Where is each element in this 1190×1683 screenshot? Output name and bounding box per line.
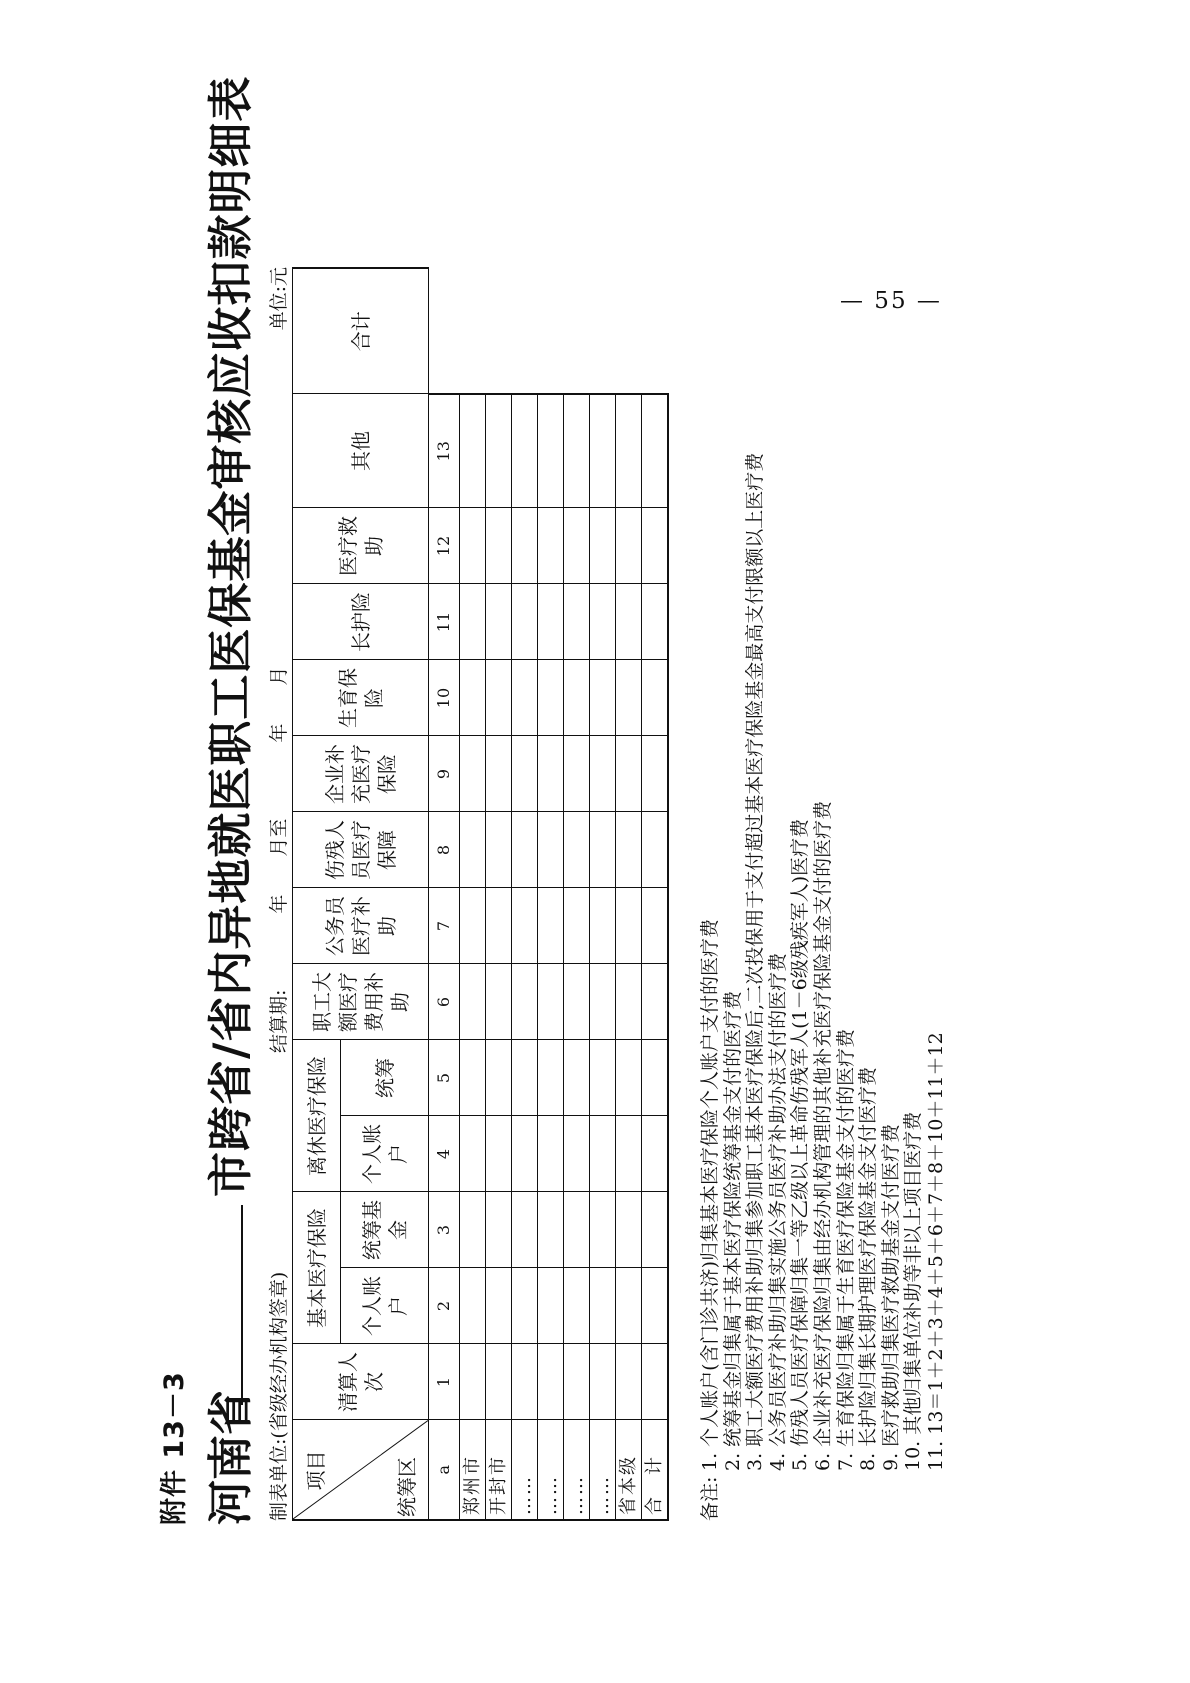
table-cell (642, 736, 669, 812)
table-cell (486, 394, 512, 508)
column-number: 5 (429, 1040, 460, 1116)
page-title: 市跨省/省内异地就医职工医保基金审核应收扣款明细表 (204, 75, 257, 1197)
table-cell (564, 1116, 590, 1192)
column-number: 11 (429, 584, 460, 660)
table-cell (616, 1192, 642, 1268)
table-cell (460, 1344, 486, 1420)
table-cell (538, 584, 564, 660)
table-cell (616, 964, 642, 1040)
column-number: 7 (429, 888, 460, 964)
table-row (460, 268, 486, 1520)
table-cell (590, 964, 616, 1040)
meta-row (264, 267, 288, 1525)
table-cell (512, 888, 538, 964)
deduction-table (292, 267, 669, 1521)
table-cell (512, 1192, 538, 1268)
table-cell (590, 736, 616, 812)
table-cell (616, 1040, 642, 1116)
table-row (486, 268, 512, 1520)
table-cell (486, 660, 512, 736)
table-cell (460, 584, 486, 660)
diagonal-header (293, 1420, 429, 1520)
header-retired-insurance: 离休医疗保险 (293, 1040, 341, 1192)
table-cell (590, 1116, 616, 1192)
header-retired-personal: 个人账户 (341, 1116, 429, 1192)
column-number: a (429, 1420, 460, 1520)
note-text: 10. 其他归集单位补助等非以上项目医疗费 (902, 1111, 925, 1471)
header-col7: 伤残人员医疗保障 (293, 812, 429, 888)
table-cell (590, 584, 616, 660)
table-cell (564, 584, 590, 660)
note-text: 1. 个人账户(含门诊共济)归集基本医疗保险个人账户支付的医疗费 (699, 919, 721, 1471)
column-number: 1 (429, 1344, 460, 1420)
table-cell (564, 964, 590, 1040)
header-col11: 医疗救助 (293, 508, 429, 584)
header-col12: 其他 (293, 394, 429, 508)
table-cell (642, 1268, 669, 1344)
header-settle-count: 清算人次 (293, 1344, 429, 1420)
note-item (789, 267, 812, 1521)
note-text: 4. 公务员医疗补助归集实施公务员医疗补助办法支付的医疗费 (766, 952, 789, 1471)
table-cell (486, 964, 512, 1040)
table-cell (512, 660, 538, 736)
landscape-page (150, 75, 990, 1525)
table-cell (460, 812, 486, 888)
table-cell (616, 888, 642, 964)
header-col10: 长护险 (293, 584, 429, 660)
settlement-period: 结算期: 年 月至 年 月 (268, 666, 290, 1053)
table-cell (616, 394, 642, 508)
table-row (512, 268, 538, 1520)
note-text: 9. 医疗救助归集医疗救助基金支付医疗费 (879, 1123, 902, 1471)
header-col13: 合计 (293, 268, 429, 394)
table-cell (564, 394, 590, 508)
table-cell (460, 888, 486, 964)
table-cell (512, 394, 538, 508)
title-row (186, 75, 257, 1525)
header-col8: 企业补充医疗保险 (293, 736, 429, 812)
table-cell (460, 1040, 486, 1116)
column-number: 8 (429, 812, 460, 888)
table-cell (512, 1116, 538, 1192)
title-city-blank (241, 1205, 243, 1405)
notes (699, 267, 948, 1521)
table-cell (538, 1116, 564, 1192)
note-item (744, 267, 767, 1521)
table-cell (564, 508, 590, 584)
table-cell (642, 964, 669, 1040)
table-cell (512, 1268, 538, 1344)
column-number: 2 (429, 1268, 460, 1344)
table-cell (538, 1344, 564, 1420)
region-name: 郑州市 (460, 1420, 486, 1520)
table-cell (642, 812, 669, 888)
table-cell (564, 736, 590, 812)
table-cell (512, 1040, 538, 1116)
header-col5: 职工大额医疗费用补助 (293, 964, 429, 1040)
table-cell (460, 736, 486, 812)
note-text: 8. 长护险归集长期护理医疗保险基金支付医疗费 (857, 1066, 880, 1471)
table-cell (616, 1344, 642, 1420)
table-cell (460, 508, 486, 584)
table-row (564, 268, 590, 1520)
note-text: 3. 职工大额医疗费用补助归集参加职工基本医疗保险后,二次投保用于支付超过基本医疗保险基金最高支付限额以上医疗费 (744, 452, 767, 1471)
table-cell (642, 660, 669, 736)
diag-region-label: 统筹区 (395, 1457, 419, 1517)
table-cell (642, 584, 669, 660)
table-cell (616, 812, 642, 888)
table-cell (564, 1192, 590, 1268)
table-cell (642, 888, 669, 964)
table-cell (460, 1116, 486, 1192)
attachment-label: 附件 13－3 (159, 1371, 190, 1525)
column-number: 3 (429, 1192, 460, 1268)
table-cell (590, 1268, 616, 1344)
note-item (925, 267, 948, 1521)
maker-unit: 制表单位:(省级经办机构签章) (268, 1271, 290, 1521)
table-cell (590, 508, 616, 584)
table-cell (538, 888, 564, 964)
header-basic-insurance: 基本医疗保险 (293, 1192, 341, 1344)
table-cell (564, 888, 590, 964)
table-cell (512, 584, 538, 660)
table-row (616, 268, 642, 1520)
table-cell (486, 1344, 512, 1420)
column-number: 9 (429, 736, 460, 812)
table-cell (642, 1116, 669, 1192)
table-cell (460, 660, 486, 736)
table-cell (616, 660, 642, 736)
note-item (699, 267, 722, 1521)
table-cell (590, 812, 616, 888)
table-cell (564, 660, 590, 736)
note-item (902, 267, 925, 1521)
table-cell (486, 508, 512, 584)
table-cell (538, 736, 564, 812)
column-number: 6 (429, 964, 460, 1040)
table-cell (538, 508, 564, 584)
table-cell (486, 1268, 512, 1344)
table-cell (486, 736, 512, 812)
table-cell (512, 1344, 538, 1420)
notes-label: 备注: (699, 1476, 721, 1521)
table-cell (564, 812, 590, 888)
note-text: 7. 生育保险归集属于生育医疗保险基金支付的医疗费 (834, 1028, 857, 1471)
header-retired-pool: 统筹 (341, 1040, 429, 1116)
table-cell (512, 736, 538, 812)
table-cell (642, 1344, 669, 1420)
column-number: 10 (429, 660, 460, 736)
table-cell (564, 1344, 590, 1420)
table-cell (590, 888, 616, 964)
table-cell (460, 964, 486, 1040)
table-cell (564, 1268, 590, 1344)
note-text: 5. 伤残人员医疗保障归集一等乙级以上革命伤残军人(1－6级残疾军人)医疗费 (789, 818, 812, 1471)
table-cell (590, 1344, 616, 1420)
table-cell (512, 964, 538, 1040)
header-col9: 生育保险 (293, 660, 429, 736)
table-cell (616, 1116, 642, 1192)
diag-item-label: 项目 (304, 1450, 328, 1491)
note-item (767, 267, 790, 1521)
table-cell (564, 1040, 590, 1116)
table-cell (486, 1116, 512, 1192)
table-cell (538, 394, 564, 508)
table-cell (538, 660, 564, 736)
table-cell (460, 394, 486, 508)
table-cell (642, 1192, 669, 1268)
note-text: 6. 企业补充医疗保险归集由经办机构管理的其他补充医疗保险基金支付的医疗费 (811, 800, 834, 1471)
table-cell (460, 1192, 486, 1268)
region-name: …… (564, 1420, 590, 1520)
table-cell (590, 1192, 616, 1268)
note-item (812, 267, 835, 1521)
region-name: …… (512, 1420, 538, 1520)
table-cell (486, 1040, 512, 1116)
table-cell (486, 888, 512, 964)
region-name: 合 计 (642, 1420, 669, 1520)
table-row (590, 268, 616, 1520)
column-number: 4 (429, 1116, 460, 1192)
table-cell (616, 508, 642, 584)
region-name: 省本级 (616, 1420, 642, 1520)
title-province: 河南省 (204, 1389, 257, 1525)
column-number: 13 (429, 394, 460, 508)
table-cell (642, 508, 669, 584)
table-cell (538, 964, 564, 1040)
header-basic-pool-fund: 统筹基金 (341, 1192, 429, 1268)
table-cell (590, 660, 616, 736)
table-cell (538, 1268, 564, 1344)
region-name: 开封市 (486, 1420, 512, 1520)
region-name: …… (538, 1420, 564, 1520)
table-cell (590, 394, 616, 508)
table-cell (538, 1192, 564, 1268)
table-cell (642, 394, 669, 508)
table-cell (538, 812, 564, 888)
table-cell (616, 736, 642, 812)
header-basic-personal: 个人账户 (341, 1268, 429, 1344)
note-item (835, 267, 858, 1521)
currency-unit: 单位:元 (268, 267, 290, 331)
table-cell (616, 1268, 642, 1344)
table-cell (486, 1192, 512, 1268)
table-cell (486, 812, 512, 888)
table-cell (590, 1040, 616, 1116)
table-cell (512, 508, 538, 584)
note-item (857, 267, 880, 1521)
note-text: 2. 统筹基金归集属于基本医疗保险统筹基金支付的医疗费 (721, 990, 744, 1471)
column-number: 12 (429, 508, 460, 584)
table-row (642, 268, 669, 1520)
table-row (538, 268, 564, 1520)
table-cell (642, 1040, 669, 1116)
table-cell (486, 584, 512, 660)
table-cell (538, 1040, 564, 1116)
table-cell (460, 1268, 486, 1344)
table-cell (512, 812, 538, 888)
region-name: …… (590, 1420, 616, 1520)
note-text: 11. 13＝1＋2＋3＋4＋5＋6＋7＋8＋10＋11＋12 (924, 1032, 947, 1471)
note-item (722, 267, 745, 1521)
page-number: — 55 — (840, 288, 942, 314)
column-number-row (429, 268, 460, 1520)
table-cell (616, 584, 642, 660)
header-col6: 公务员医疗补助 (293, 888, 429, 964)
note-item (880, 267, 903, 1521)
